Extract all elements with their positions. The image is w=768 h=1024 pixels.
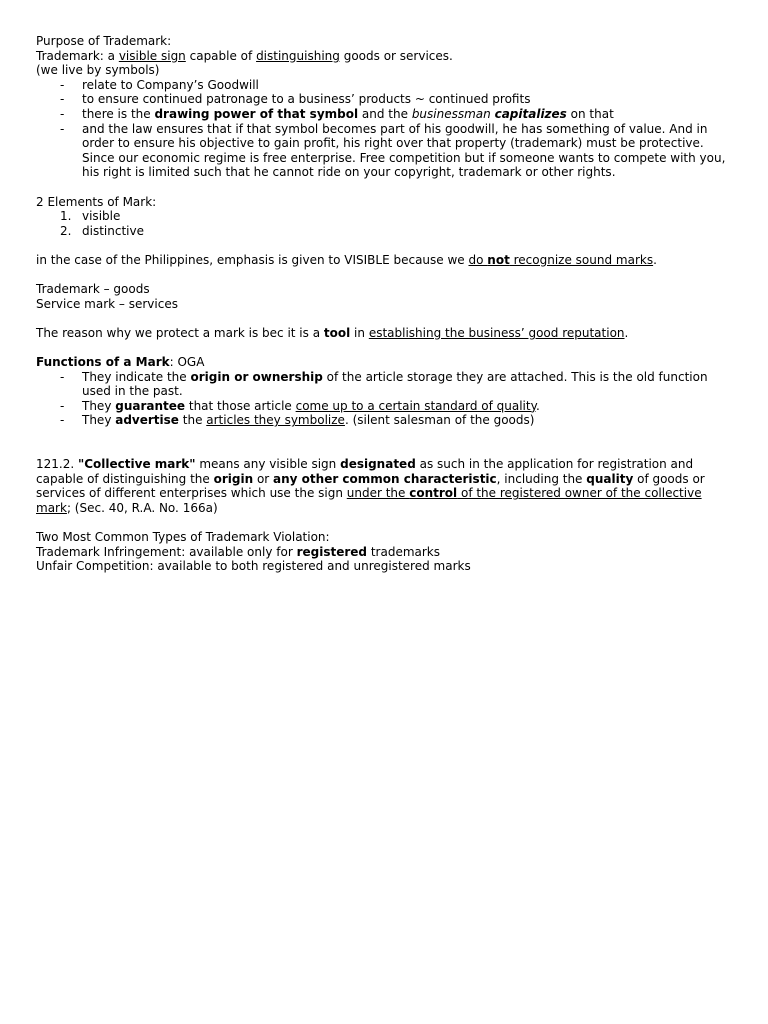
- violation-heading: Two Most Common Types of Trademark Violation:: [36, 530, 330, 545]
- list-item: - relate to Company’s Goodwill: [36, 78, 736, 93]
- list-item: - They advertise the articles they symbolize. (silent salesman of the goods): [36, 413, 736, 428]
- document-page: [36, 34, 736, 574]
- list-item: 1. visible: [60, 209, 121, 224]
- list-item: - and the law ensures that if that symbol becomes part of his goodwill, he has something of value. And in order to ensure his objective to gain profit, his right over that property (trademark) must be protective. Since our economic regime is free enterprise. Free competition but if someone wants to compete with you, his right is limited such that he cannot ride on your copyright, trademark or other rights.: [36, 122, 736, 180]
- symbols-note: (we live by symbols): [36, 63, 160, 78]
- trademark-goods-line: Trademark – goods: [36, 282, 150, 297]
- functions-heading: Functions of a Mark: OGA: [36, 355, 205, 370]
- list-item: - there is the drawing power of that symbol and the businessman capitalizes on that: [36, 107, 736, 122]
- purpose-list: [36, 78, 736, 180]
- service-mark-line: Service mark – services: [36, 296, 178, 311]
- list-item: - They guarantee that those article come up to a certain standard of quality.: [36, 399, 736, 414]
- list-item: 2. distinctive: [60, 223, 144, 238]
- list-item: - They indicate the origin or ownership of the article storage they are attached. This is the old function used in the past.: [36, 370, 736, 399]
- list-item: - to ensure continued patronage to a business’ products ~ continued profits: [36, 92, 736, 107]
- purpose-heading: Purpose of Trademark:: [36, 34, 172, 48]
- collective-mark-paragraph: 121.2. "Collective mark" means any visible sign designated as such in the application for registration and capable of distinguishing the origin or any other common characteristic, including the quality of goods or services of different enterprises which use the sign under the control of the registered owner of the collective mark; (Sec. 40, R.A. No. 166a): [36, 457, 705, 515]
- infringement-line: Trademark Infringement: available only for registered trademarks: [36, 544, 440, 559]
- unfair-competition-line: Unfair Competition: available to both registered and unregistered marks: [36, 559, 471, 574]
- philippines-paragraph: in the case of the Philippines, emphasis is given to VISIBLE because we do not recognize sound marks.: [36, 252, 657, 267]
- reason-paragraph: The reason why we protect a mark is bec it is a tool in establishing the business’ good reputation.: [36, 325, 629, 340]
- elements-heading: 2 Elements of Mark:: [36, 194, 157, 209]
- trademark-definition: Trademark: a visible sign capable of distinguishing goods or services.: [36, 48, 453, 63]
- functions-list: [36, 370, 736, 428]
- elements-list: [36, 209, 736, 238]
